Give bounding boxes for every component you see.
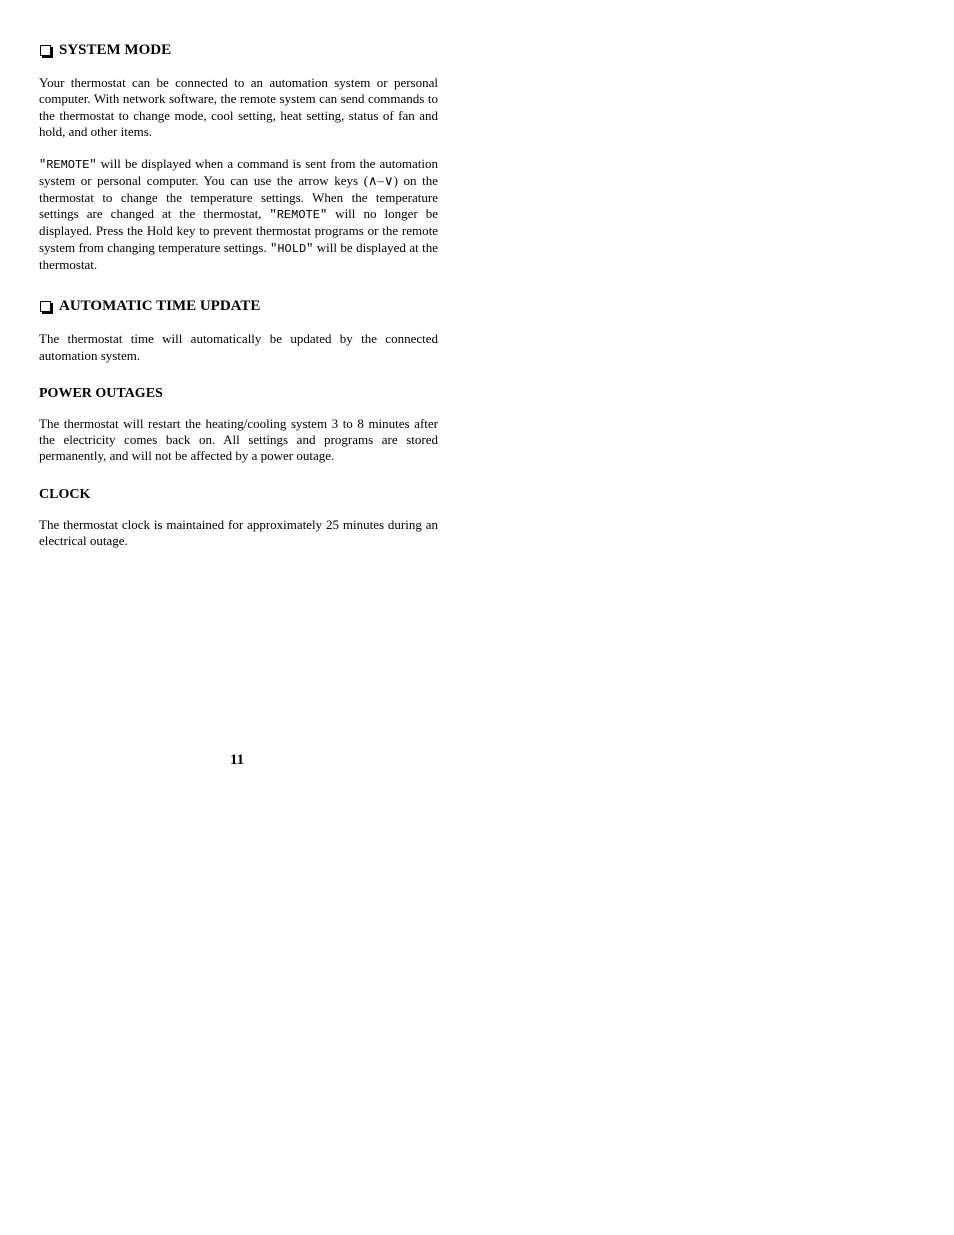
clock-paragraph: The thermostat clock is maintained for approximately 25 minutes during an electrical outage. <box>39 516 438 549</box>
time-update-paragraph: The thermostat time will automatically be updated by the connected automation system. <box>39 331 438 363</box>
power-outages-paragraph: The thermostat will restart the heating/cooling system 3 to 8 minutes after the electricity comes back on. All settings and programs are stored permanently, and will not be affected by a power outage. <box>39 415 438 464</box>
hold-code: "HOLD" <box>270 241 314 256</box>
page-number: 11 <box>230 752 245 768</box>
page-content <box>39 38 438 549</box>
text-run: will be displayed at the thermostat. <box>39 239 438 272</box>
time-update-heading <box>39 294 438 318</box>
text-run: will be displayed when a command is sent from the automation system or personal computer. You can use the arrow keys ( <box>39 156 438 189</box>
clock-heading: CLOCK <box>39 486 91 502</box>
remote-code: "REMOTE" <box>39 158 97 173</box>
system-mode-title: SYSTEM MODE <box>59 42 172 58</box>
time-update-title: AUTOMATIC TIME UPDATE <box>59 298 261 315</box>
text-run: will no longer be displayed. Press the Hold key to prevent thermostat programs or the remote system from changing temperature settings. <box>39 206 438 255</box>
system-mode-paragraph-2 <box>39 156 438 273</box>
checkbox-icon <box>40 301 51 312</box>
text-run: ) on the thermostat to change the temperature settings. When the temperature settings are changed at the thermostat, <box>39 173 438 222</box>
arrow-keys-glyph: ∧–∨ <box>368 173 394 189</box>
remote-code: "REMOTE" <box>269 208 328 223</box>
power-outages-heading: POWER OUTAGES <box>39 385 163 401</box>
system-mode-heading <box>39 38 438 62</box>
system-mode-paragraph-1: Your thermostat can be connected to an automation system or personal computer. With network software, the remote system can send commands to the thermostat to change mode, cool setting, heat setting, status of fan and hold, and other items. <box>39 75 438 139</box>
checkbox-icon <box>40 45 51 56</box>
